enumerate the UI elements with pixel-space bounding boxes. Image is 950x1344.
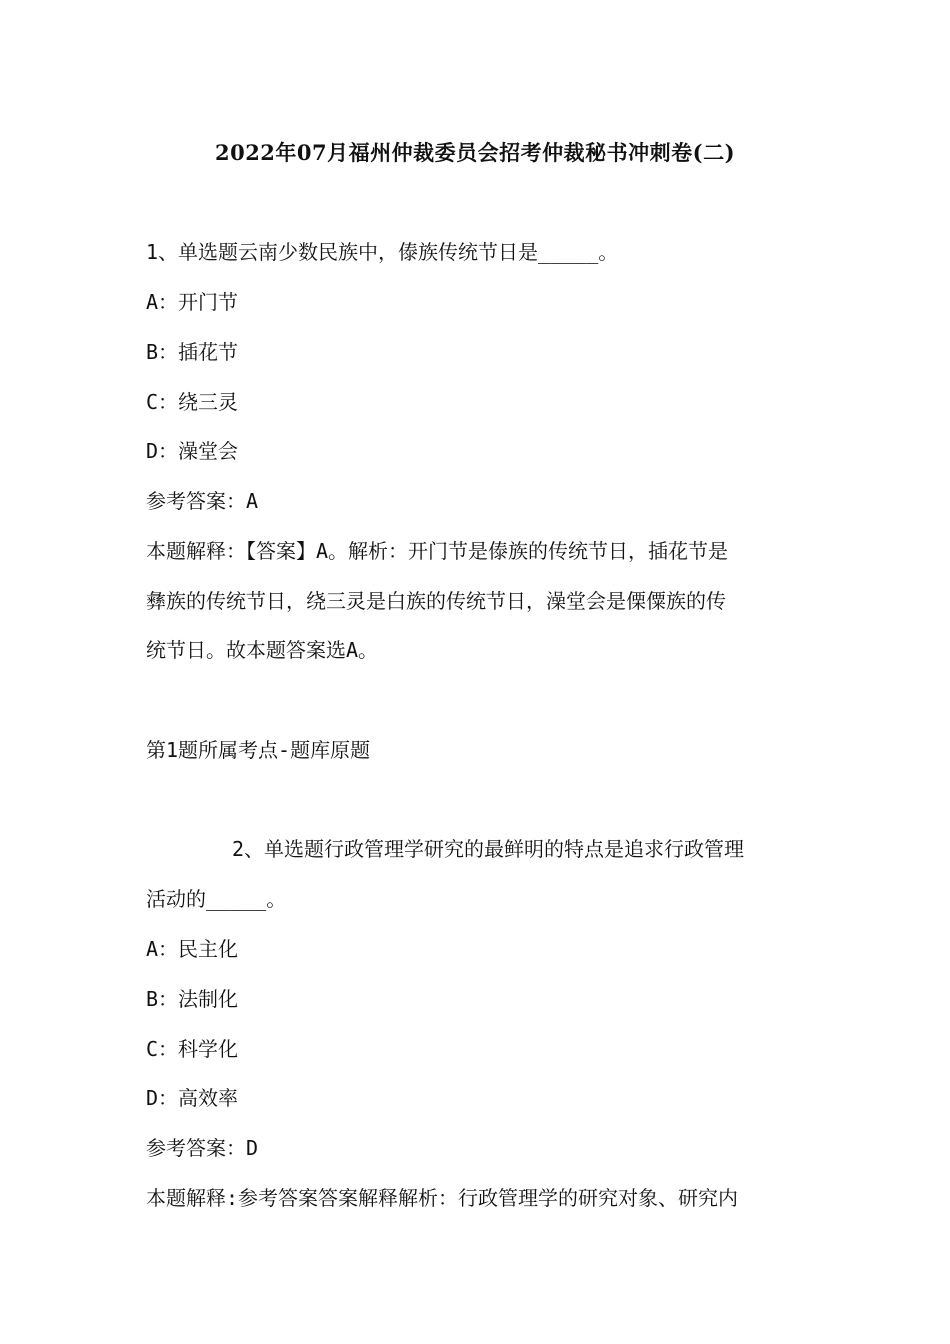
question-1-explanation-line: 本题解释：【答案】A。解析：开门节是傣族的传统节日，插花节是 — [146, 539, 729, 563]
question-1-explanation-line: 统节日。故本题答案选A。 — [146, 638, 379, 662]
question-2-option-d: D：高效率 — [146, 1086, 239, 1110]
document-title: 2022年07月福州仲裁委员会招考仲裁秘书冲刺卷(二) — [214, 140, 736, 165]
question-1-stem: 1、单选题云南少数民族中，傣族传统节日是_____。 — [146, 240, 619, 264]
question-2-option-c: C：科学化 — [146, 1037, 239, 1061]
question-1-option-d: D：澡堂会 — [146, 439, 239, 463]
question-2-option-b: B：法制化 — [146, 987, 239, 1011]
question-2-answer: 参考答案：D — [146, 1136, 259, 1160]
question-2-explanation-line: 本题解释:参考答案答案解释解析：行政管理学的研究对象、研究内 — [146, 1186, 739, 1210]
question-2-option-a: A：民主化 — [146, 937, 239, 961]
question-1-option-b: B：插花节 — [146, 340, 239, 364]
question-2-stem-line: 活动的_____。 — [146, 887, 287, 911]
question-2-stem-line: 2、单选题行政管理学研究的最鲜明的特点是追求行政管理 — [232, 837, 745, 861]
question-1-knowledge-point: 第1题所属考点-题库原题 — [146, 738, 371, 762]
question-1-answer: 参考答案：A — [146, 489, 259, 513]
question-1-explanation-line: 彝族的传统节日，绕三灵是白族的传统节日，澡堂会是傈僳族的传 — [146, 589, 726, 613]
question-1-option-c: C：绕三灵 — [146, 390, 239, 414]
question-1-option-a: A：开门节 — [146, 290, 239, 314]
